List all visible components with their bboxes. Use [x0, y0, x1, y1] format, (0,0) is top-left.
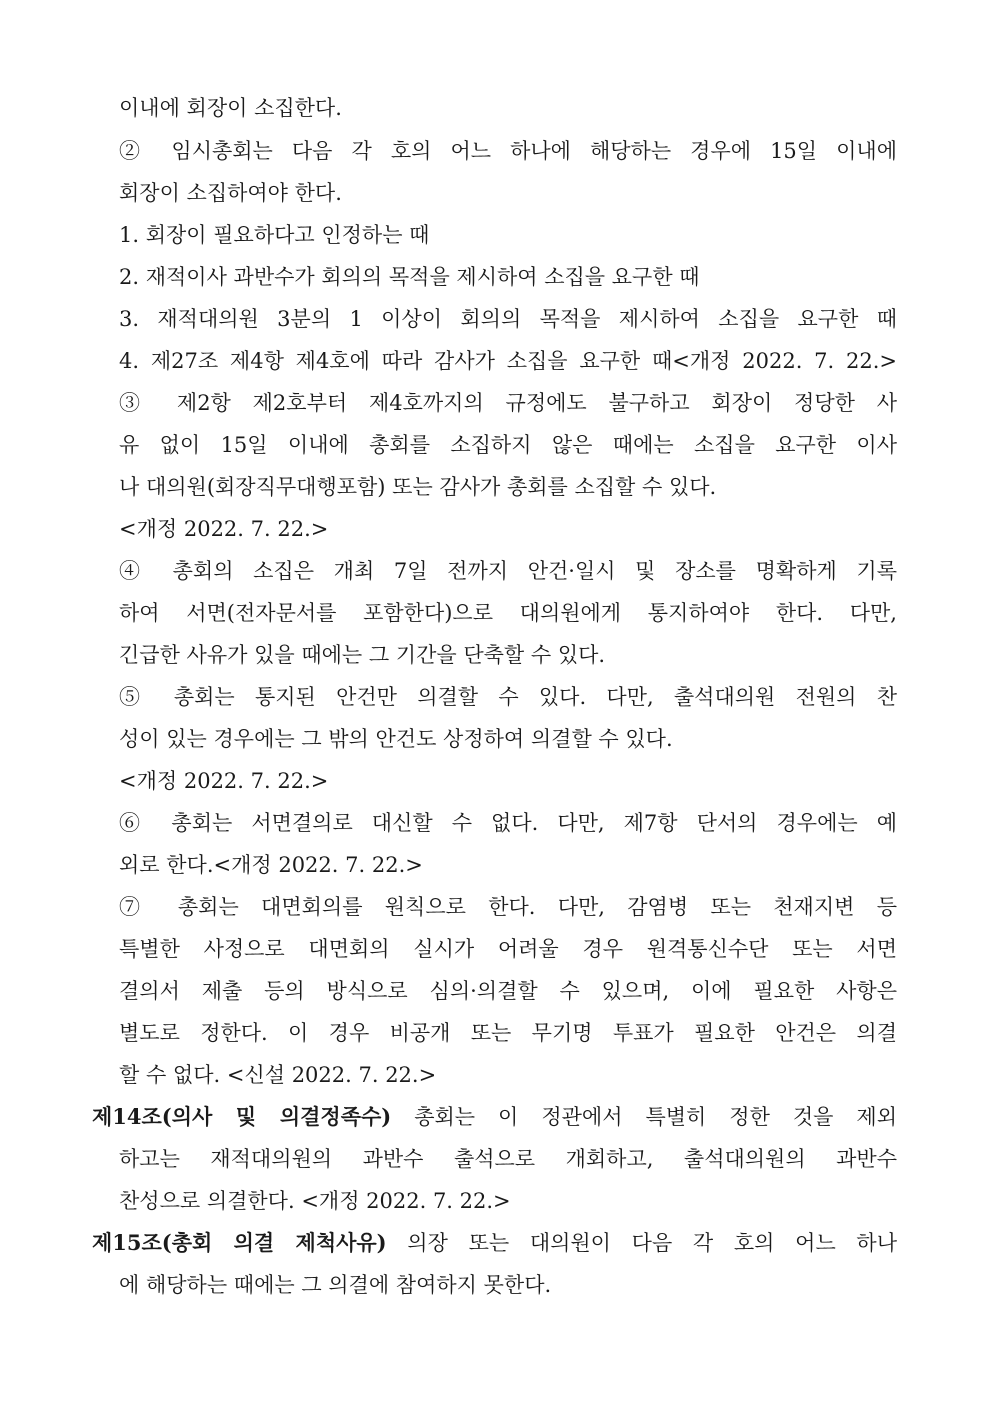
text-line: ④ 총회의 소집은 개최 7일 전까지 안건·일시 및 장소를 명확하게 기록: [119, 559, 897, 583]
amendment-note: <개정 2022. 7. 22.>: [119, 517, 329, 541]
article-14-heading-line: [92, 1102, 897, 1132]
text-line: 긴급한 사유가 있을 때에는 그 기간을 단축할 수 있다.: [119, 643, 606, 667]
text-line: 에 해당하는 때에는 그 의결에 참여하지 못한다.: [119, 1273, 552, 1297]
text-line: ③ 제2항 제2호부터 제4호까지의 규정에도 불구하고 회장이 정당한 사: [119, 391, 897, 415]
text-line: ② 임시총회는 다음 각 호의 어느 하나에 해당하는 경우에 15일 이내에: [119, 139, 897, 163]
list-item: 3. 재적대의원 3분의 1 이상이 회의의 목적을 제시하여 소집을 요구한 때: [119, 307, 897, 331]
amendment-note: <개정 2022. 7. 22.>: [119, 769, 329, 793]
text-line: 회장이 소집하여야 한다.: [119, 181, 342, 205]
article-15-text: 의장 또는 대의원이 다음 각 호의 어느 하나: [386, 1231, 897, 1255]
text-line: 결의서 제출 등의 방식으로 심의·의결할 수 있으며, 이에 필요한 사항은: [119, 979, 897, 1003]
text-line: 별도로 정한다. 이 경우 비공개 또는 무기명 투표가 필요한 안건은 의결: [119, 1021, 897, 1045]
article-15-heading-line: [92, 1228, 897, 1258]
text-line: 이내에 회장이 소집한다.: [119, 96, 342, 120]
article-15-title: 제15조(총회 의결 제척사유): [92, 1230, 387, 1255]
list-item: 2. 재적이사 과반수가 회의의 목적을 제시하여 소집을 요구한 때: [119, 265, 700, 289]
text-line: 외로 한다.<개정 2022. 7. 22.>: [119, 853, 423, 877]
list-item: 1. 회장이 필요하다고 인정하는 때: [119, 223, 430, 247]
text-line: 나 대의원(회장직무대행포함) 또는 감사가 총회를 소집할 수 있다.: [119, 475, 717, 499]
text-line: 할 수 없다. <신설 2022. 7. 22.>: [119, 1063, 437, 1087]
text-line: 유 없이 15일 이내에 총회를 소집하지 않은 때에는 소집을 요구한 이사: [119, 433, 897, 457]
article-14-text: 총회는 이 정관에서 특별히 정한 것을 제외: [391, 1105, 897, 1129]
text-line: 하고는 재적대의원의 과반수 출석으로 개회하고, 출석대의원의 과반수: [119, 1147, 897, 1171]
text-line: 특별한 사정으로 대면회의 실시가 어려울 경우 원격통신수단 또는 서면: [119, 937, 897, 961]
text-line: 하여 서면(전자문서를 포함한다)으로 대의원에게 통지하여야 한다. 다만,: [119, 601, 897, 625]
text-line: ⑦ 총회는 대면회의를 원칙으로 한다. 다만, 감염병 또는 천재지변 등: [119, 895, 897, 919]
list-item: 4. 제27조 제4항 제4호에 따라 감사가 소집을 요구한 때<개정 2022. 7. 22.>: [119, 349, 897, 373]
text-line: 성이 있는 경우에는 그 밖의 안건도 상정하여 의결할 수 있다.: [119, 727, 673, 751]
text-line: ⑥ 총회는 서면결의로 대신할 수 없다. 다만, 제7항 단서의 경우에는 예: [119, 811, 897, 835]
text-line: 찬성으로 의결한다. <개정 2022. 7. 22.>: [119, 1189, 511, 1213]
text-line: ⑤ 총회는 통지된 안건만 의결할 수 있다. 다만, 출석대의원 전원의 찬: [119, 685, 897, 709]
article-14-title: 제14조(의사 및 의결정족수): [92, 1104, 392, 1129]
